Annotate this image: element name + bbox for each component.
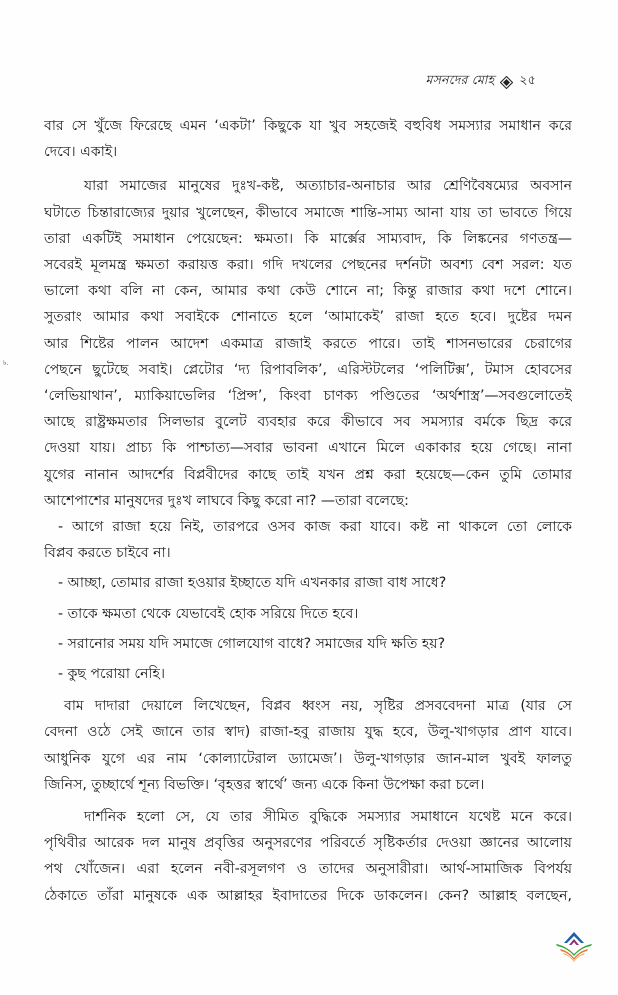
text-line: দার্শনিক হলো সে, যে তার সীমিত বুদ্ধিকে সমস্যার সমাধানে যথেষ্ট মনে করে। <box>84 809 572 826</box>
text-line: দেওয়া যায়। প্রাচ্য কি পাশ্চাত্য—সবার ভাবনা এখানে মিলে একাকার হয়ে গেছে। নানা <box>44 440 572 457</box>
text-line: আছে রাষ্ট্রক্ষমতার সিলভার বুলেট ব্যবহার করে কীভাবে সব সমস্যার বর্মকে ছিদ্র করে <box>44 414 572 431</box>
paragraph <box>44 113 572 165</box>
dialog-line: - তাকে ক্ষমতা থেকে যেভাবেই হোক সরিয়ে দিতে হবে। <box>58 605 359 622</box>
text-line: ঠেকাতে তাঁরা মানুষকে এক আল্লাহর ইবাদাতের দিকে ডাকলেন। কেন? আল্লাহ বলছেন, <box>44 887 572 904</box>
text-line: ভালো কথা বলি না কেন, আমার কথা কেউ শোনে না; কিন্তু রাজার কথা দশে শোনে। <box>44 283 572 300</box>
paragraph <box>44 693 572 798</box>
text-line: পথ খোঁজেন। এরা হলেন নবী-রসূলগণ ও তাদের অনুসারীরা। আর্থ-সামাজিক বিপর্যয় <box>44 861 572 878</box>
text-line: বার সে খুঁজে ফিরেছে এমন ‘একটা’ কিছুকে যা খুব সহজেই বহুবিধ সমস্যার সমাধান করে <box>44 118 572 134</box>
paragraph <box>44 173 572 514</box>
margin-mark: ৳. <box>3 359 9 367</box>
running-title: মসনদের মোহ <box>425 72 495 87</box>
body-text <box>44 113 572 909</box>
text-line: বেদনা ওঠে সেই জানে তার স্বাদ) রাজা-হবু রাজায় যুদ্ধ হবে, উলু-খাগড়ার প্রাণ যাবে। <box>44 724 572 741</box>
text-line: দেবে। একাই। <box>44 144 118 161</box>
paragraph <box>44 804 572 909</box>
text-line: আশেপাশের মানুষদের দুঃখ লাঘবে কিছু করো না? —তারা বলেছে: <box>44 492 409 509</box>
page-number: ২৫ <box>519 72 536 87</box>
dialog-line: বিপ্লব করতে চাইবে না। <box>44 545 171 562</box>
text-line: সুতরাং আমার কথা সবাইকে শোনাতে হলে ‘আমাকেই’ রাজা হতে হবে। দুষ্টের দমন <box>44 309 572 326</box>
dialog-line: - কুছ পরোয়া নেহি। <box>58 666 165 683</box>
text-line: যারা সমাজের মানুষের দুঃখ-কষ্ট, অত্যাচার-অনাচার আর শ্রেণিবৈষম্যের অবসান <box>84 178 572 195</box>
dialog-block <box>44 514 572 687</box>
text-line: যুগের নানান আদর্শের বিপ্লবীদের কাছে তাই যখন প্রশ্ন করা হয়েছে—কেন তুমি তোমার <box>44 466 572 483</box>
running-head <box>425 72 536 92</box>
text-line: বাম দাদারা দেয়ালে লিখেছেন, বিপ্লব ধ্বংস নয়, সৃষ্টির প্রসববেদনা মাত্র (যার সে <box>64 698 572 715</box>
text-line: তারা একটিই সমাধান পেয়েছেন: ক্ষমতা। কি মার্ক্সের সাম্যবাদ, কি লিঙ্কনের গণতন্ত্র— <box>44 230 572 247</box>
text-line: ‘লেভিয়াথান’, ম্যাকিয়াভেলির ‘প্রিন্স’, কিংবা চাণক্য পণ্ডিতের ‘অর্থশাস্ত্র’—সবগুলোতেই <box>44 388 572 405</box>
dialog-line: - সরানোর সময় যদি সমাজে গোলযোগ বাধে? সমাজের যদি ক্ষতি হয়? <box>58 635 446 652</box>
text-line: পেছনে ছুটেছে সবাই। প্লেটোর ‘দ্য রিপাবলিক’, এরিস্টটলের ‘পলিটিক্স’, টমাস হোবসের <box>44 361 572 378</box>
dialog-line: - আচ্ছা, তোমার রাজা হওয়ার ইচ্ছাতে যদি এখনকার রাজা বাধ সাধে? <box>58 575 447 592</box>
text-line: সবেরই মূলমন্ত্র ক্ষমতা করায়ত্ত করা। গদি দখলের পেছনের দর্শনটা অবশ্য বেশ সরল: যত <box>44 257 572 274</box>
text-line: ঘটাতে চিন্তারাজ্যের দুয়ার খুলেছেন, কীভাবে সমাজে শান্তি-সাম্য আনা যায় তা ভাবতে গিয়ে <box>44 204 572 221</box>
text-line: জিনিস, তুচ্ছার্থে শূন্য বিভক্তি। ‘বৃহত্তর স্বার্থে’ জন্য একে কিনা উপেক্ষা করা চলে। <box>44 776 485 793</box>
dialog-line: - আগে রাজা হয়ে নিই, তারপরে ওসব কাজ করা যাবে। কষ্ট না থাকলে তো লোকে <box>58 519 572 536</box>
text-line: পৃথিবীর আরেক দল মানুষ প্রবৃত্তির অনুসরণের পরিবর্তে সৃষ্টিকর্তার দেওয়া জ্ঞানের আলোয় <box>44 835 572 852</box>
diamond-ornament-icon <box>500 76 513 89</box>
book-chevron-logo-icon <box>554 930 594 962</box>
text-line: আর শিষ্টের পালন আদেশ একমাত্র রাজাই করতে পারে। তাই শাসনভারের চেরাগের <box>44 335 572 352</box>
text-line: আধুনিক যুগে এর নাম ‘কোল্যাটেরাল ড্যামেজ’। উলু-খাগড়ার জান-মাল খুবই ফালতু <box>44 750 572 767</box>
